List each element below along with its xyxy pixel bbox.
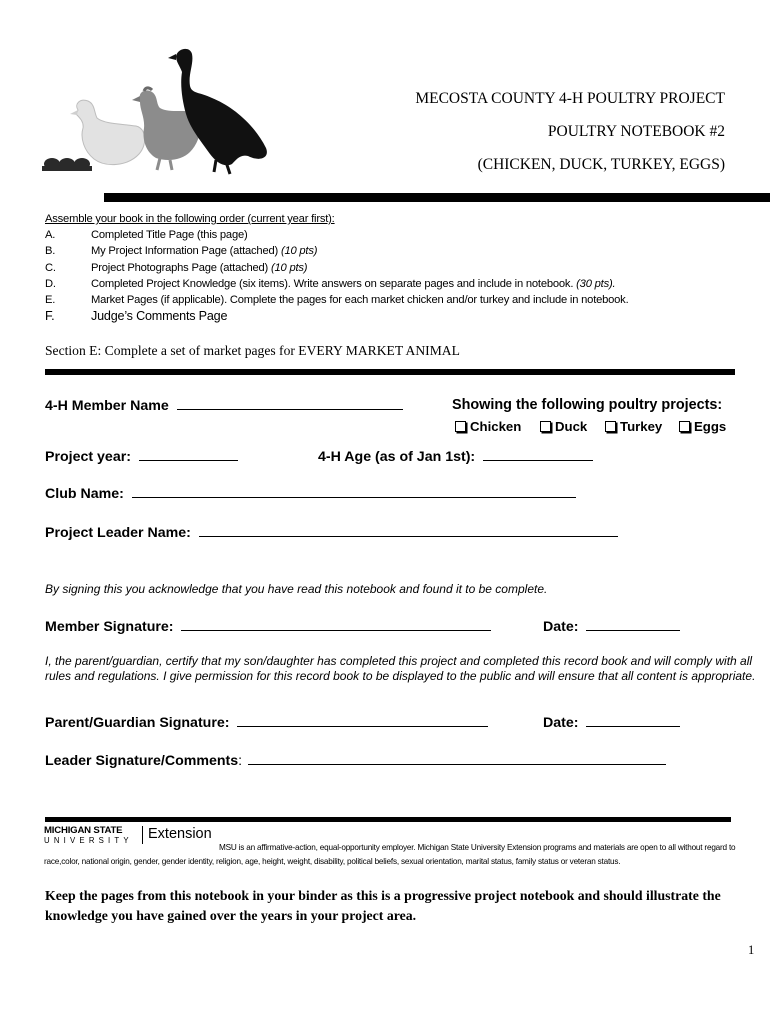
project-leader-line[interactable] xyxy=(199,524,618,537)
option-duck[interactable]: Duck xyxy=(540,419,587,434)
list-item: A. Completed Title Page (this page) xyxy=(45,229,248,242)
project-leader-field[interactable] xyxy=(45,524,618,541)
section-divider xyxy=(45,369,735,375)
parent-date-field[interactable] xyxy=(543,714,680,731)
header-divider xyxy=(104,193,770,200)
footer-disclaimer: MSU is an affirmative-action, equal-opportunity employer. Michigan State University Extension programs and materials are open to all without regard to race,color, national origin, gender, gender identity, religion, age, height, weight, disability, political beliefs, sexual orientation, marital status, family status or veteran status. xyxy=(44,843,736,866)
club-name-label: Club Name: xyxy=(45,486,124,502)
checkbox-icon[interactable] xyxy=(605,421,616,432)
logo-extension: Extension xyxy=(148,826,212,842)
project-leader-label: Project Leader Name: xyxy=(45,525,191,541)
species-subtitle: (CHICKEN, DUCK, TURKEY, EGGS) xyxy=(477,156,725,173)
showing-projects-label: Showing the following poultry projects: xyxy=(452,397,723,413)
checkbox-icon[interactable] xyxy=(679,421,690,432)
checkbox-icon[interactable] xyxy=(540,421,551,432)
poultry-illustration xyxy=(40,44,275,179)
project-year-field[interactable] xyxy=(45,448,238,465)
age-field[interactable] xyxy=(318,448,593,465)
parent-signature-label: Parent/Guardian Signature: xyxy=(45,715,230,731)
option-eggs[interactable]: Eggs xyxy=(679,419,726,434)
logo-michigan-state: MICHIGAN STATE xyxy=(44,825,123,836)
parent-certification: I, the parent/guardian, certify that my son/daughter has completed this project and completed this record book and will comply with all rules and regulations. I give permission for this record book to be displayed to the public and will ensure that all content is appropriate. xyxy=(45,654,756,683)
project-year-line[interactable] xyxy=(139,448,238,461)
points-label: (10 pts) xyxy=(271,261,308,274)
list-item: B. My Project Information Page (attached) (10 pts) xyxy=(45,245,318,258)
member-name-label: 4-H Member Name xyxy=(45,398,169,414)
list-item: F. Judge’s Comments Page xyxy=(45,309,228,324)
member-name-line[interactable] xyxy=(177,397,403,410)
date-label: Date: xyxy=(543,715,579,731)
page-number: 1 xyxy=(748,943,755,957)
member-signature-label: Member Signature: xyxy=(45,619,174,635)
leader-signature-field[interactable]: Leader Signature/Comments: xyxy=(45,752,666,769)
member-name-field[interactable] xyxy=(45,397,403,414)
club-name-field[interactable] xyxy=(45,485,576,502)
points-label: (10 pts) xyxy=(280,245,318,258)
parent-signature-line[interactable] xyxy=(237,714,488,727)
section-e-note: Section E: Complete a set of market pages for EVERY MARKET ANIMAL xyxy=(45,343,460,358)
footer-divider xyxy=(45,817,731,822)
parent-signature-field[interactable] xyxy=(45,714,488,731)
date-label: Date: xyxy=(543,619,579,635)
keep-pages-note: Keep the pages from this notebook in your binder as this is a progressive project notebook and should illustrate the knowledge you have gained over the years in your project area. xyxy=(45,888,721,923)
assembly-intro: Assemble your book in the following order (current year first): xyxy=(45,213,335,225)
notebook-title: POULTRY NOTEBOOK #2 xyxy=(547,123,725,140)
header-title-block xyxy=(300,82,725,181)
list-item: C. Project Photographs Page (attached) (10 pts) xyxy=(45,261,308,274)
egg-icon xyxy=(42,158,92,171)
project-title: MECOSTA COUNTY 4-H POULTRY PROJECT xyxy=(415,90,725,107)
duck-icon xyxy=(70,100,145,164)
list-item: D. Completed Project Knowledge (six items). Write answers on separate pages and include in notebook. (30 pts). xyxy=(45,277,616,290)
points-label: (30 pts). xyxy=(576,277,616,290)
header-divider-shadow xyxy=(104,200,770,202)
checkbox-icon[interactable] xyxy=(455,421,466,432)
project-year-label: Project year: xyxy=(45,449,131,465)
logo-university: UNIVERSITY xyxy=(44,836,133,845)
parent-date-line[interactable] xyxy=(586,714,680,727)
age-label: 4-H Age (as of Jan 1st): xyxy=(318,449,476,465)
leader-signature-line[interactable] xyxy=(248,752,666,765)
assembly-instructions xyxy=(45,211,629,324)
list-item: E. Market Pages (if applicable). Complete the pages for each market chicken and/or turkey and include in notebook. xyxy=(45,294,629,307)
member-signature-field[interactable] xyxy=(45,618,491,635)
acknowledge-note: By signing this you acknowledge that you have read this notebook and found it to be complete. xyxy=(45,582,548,596)
member-signature-line[interactable] xyxy=(181,618,491,631)
age-line[interactable] xyxy=(483,448,593,461)
member-date-line[interactable] xyxy=(586,618,680,631)
leader-signature-label: Leader Signature/Comments xyxy=(45,753,239,769)
club-name-line[interactable] xyxy=(132,485,576,498)
option-chicken[interactable]: Chicken xyxy=(455,419,521,434)
member-date-field[interactable] xyxy=(543,618,680,635)
option-turkey[interactable]: Turkey xyxy=(605,419,662,434)
